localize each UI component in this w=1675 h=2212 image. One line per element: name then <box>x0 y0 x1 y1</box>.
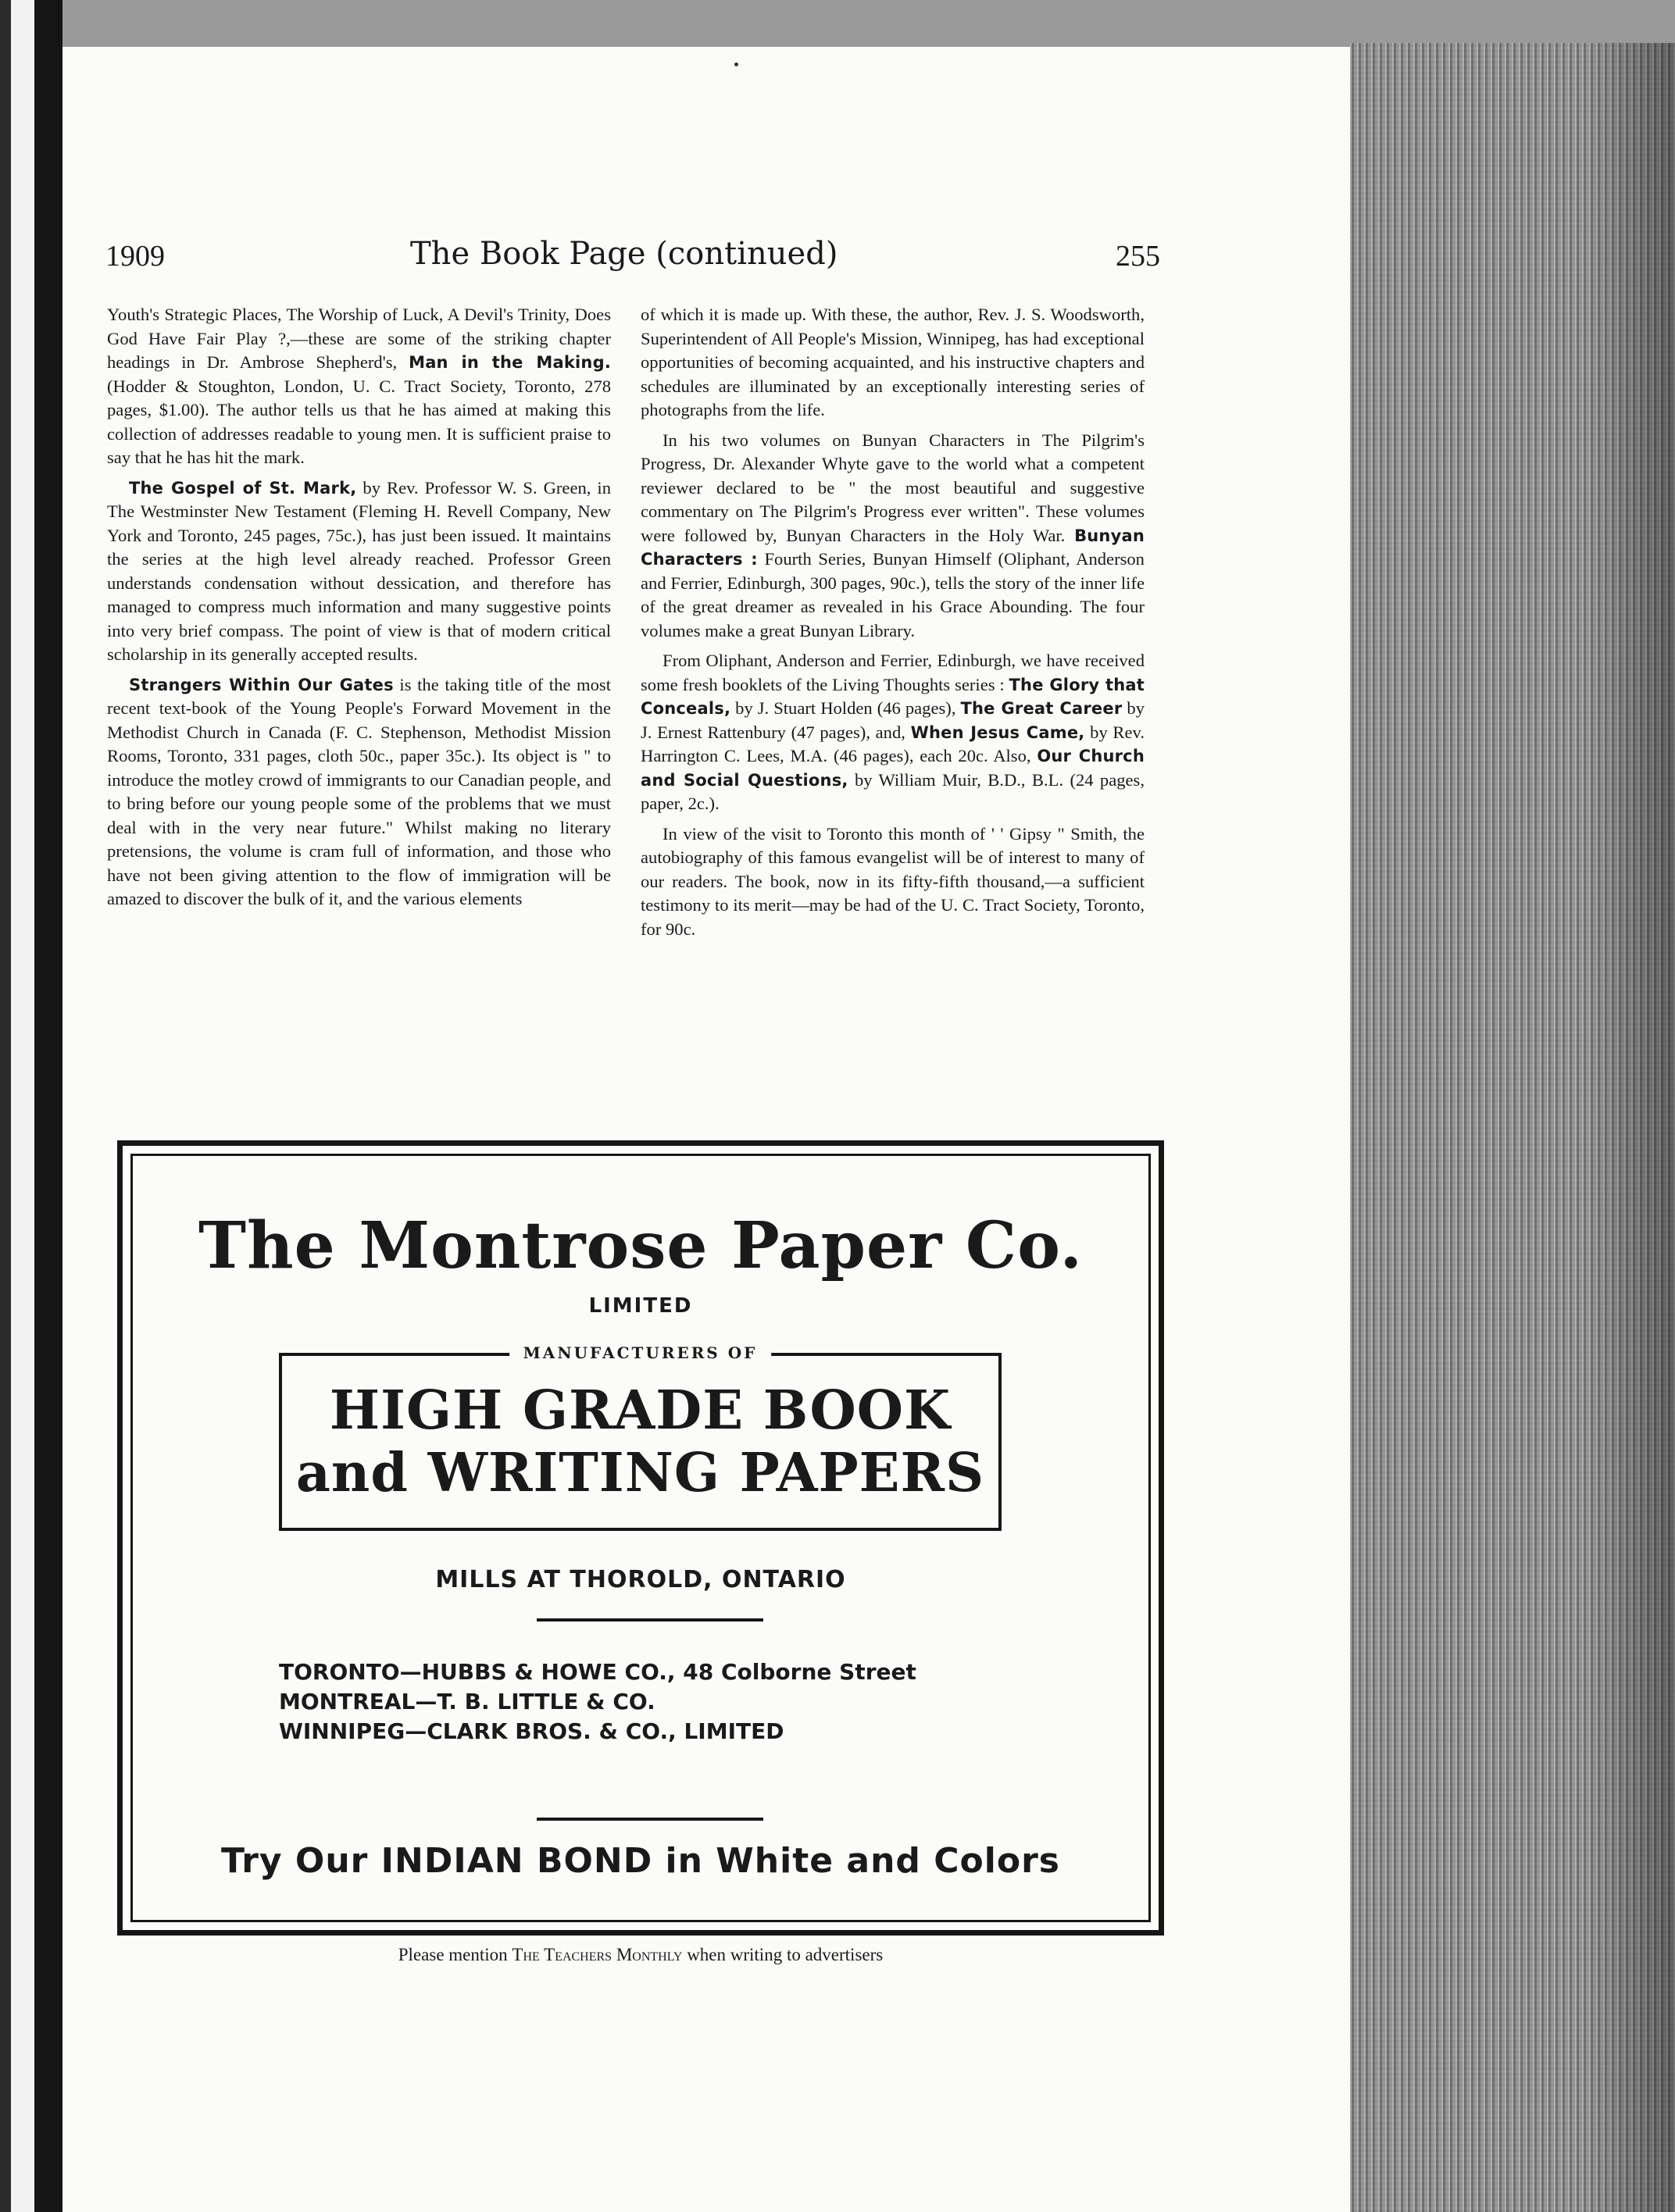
advertiser-note <box>0 1945 1281 1965</box>
page-stack-shadow <box>1586 43 1675 2212</box>
page-number: 255 <box>1116 240 1160 273</box>
ad-divider <box>537 1818 763 1821</box>
review-gospel-of-st-mark <box>107 476 611 667</box>
ad-agent-winnipeg: WINNIPEG—CLARK BROS. & CO., LIMITED <box>279 1718 784 1744</box>
left-column <box>107 303 611 912</box>
book-title: When Jesus Came, <box>910 722 1085 742</box>
paragraph-text: by J. Ernest Rattenbury (47 pages), and, <box>641 698 1145 742</box>
review-gipsy-smith <box>641 822 1145 942</box>
book-title: Bunyan Characters : <box>641 526 1145 569</box>
paragraph-text: Fourth Series, Bunyan Himself (Oliphant, Anderson and Ferrier, Edinburgh, 300 pages, 90c.), tells the story of the inner life of the great dreamer as revealed in his Grace Abounding. The four volumes make a great Bunyan Library. <box>641 549 1145 640</box>
ad-company-name: The Montrose Paper Co. <box>198 1208 1083 1283</box>
ad-tagline: Try Our INDIAN BOND in White and Colors <box>221 1841 1060 1881</box>
ad-product-box <box>279 1343 1002 1531</box>
ad-divider <box>537 1618 763 1622</box>
paragraph-text: by J. Stuart Holden (46 pages), <box>730 698 961 718</box>
review-strangers-within-our-gates <box>107 673 611 912</box>
book-title: Strangers Within Our Gates <box>129 675 394 694</box>
book-title: Man in the Making. <box>409 353 611 372</box>
right-column <box>641 303 1145 941</box>
review-living-thoughts <box>641 649 1145 816</box>
paragraph-text: Youth's Strategic Places, The Worship of Luck, A Devil's Trinity, Does God Have Fair Play ?,—these are some of the striking chapter headings in Dr. Ambrose Shepherd's, <box>107 305 611 372</box>
montrose-paper-advertisement <box>117 1140 1164 1936</box>
ad-manufacturers-label: MANUFACTURERS OF <box>509 1343 772 1362</box>
paragraph-text: of which it is made up. With these, the author, Rev. J. S. Woodsworth, Superintendent of All People's Mission, Winnipeg, has had exceptional opportunities of becoming acquainted, and his instructive chapters and schedules are illuminated by an exceptionally interesting series of photographs from the life. <box>641 305 1145 419</box>
ad-agent-toronto: TORONTO—HUBBS & HOWE CO., 48 Colborne Street <box>279 1659 916 1685</box>
ad-mills-location: MILLS AT THOROLD, ONTARIO <box>435 1566 846 1593</box>
header-title: The Book Page (continued) <box>410 236 838 272</box>
paragraph-text: by William Muir, B.D., B.L. (24 pages, paper, 2c.). <box>641 769 1145 813</box>
previous-page-edge <box>0 0 62 2212</box>
paragraph-text: In view of the visit to Toronto this month of ' ' Gipsy " Smith, the autobiography of this famous evangelist will be of interest to many of our readers. The book, now in its fifty-fifth thousand,—a sufficient testimony to its merit—may be had of the U. C. Tract Society, Toronto, for 90c. <box>641 823 1145 939</box>
magazine-name: The Teachers Monthly <box>512 1945 683 1964</box>
book-title: The Glory that Conceals, <box>641 675 1145 718</box>
ad-limited: LIMITED <box>588 1294 693 1318</box>
review-man-in-the-making <box>107 303 611 470</box>
book-title: The Great Career <box>960 699 1123 718</box>
footer-text: Please mention <box>398 1945 512 1964</box>
ad-agents-list <box>279 1657 916 1746</box>
paragraph-text: In his two volumes on Bunyan Characters in The Pilgrim's Progress, Dr. Alexander Whyte gave to the world what a competent reviewer declared to be " the most beautiful and suggestive commentary on The Pilgrim's Progress ever written". These volumes were followed by, Bunyan Characters in the Holy War. <box>641 430 1145 545</box>
paragraph-text: by Rev. Harrington C. Lees, M.A. (46 pages), each 20c. Also, <box>641 722 1145 765</box>
book-title: The Gospel of St. Mark, <box>129 478 357 498</box>
paragraph-text: (Hodder & Stoughton, London, U. C. Tract Society, Toronto, 278 pages, $1.00). The author tells us that he has aimed at making this collection of addresses readable to young men. It is sufficient praise to say that he has hit the mark. <box>107 376 611 467</box>
footer-text: when writing to advertisers <box>682 1945 884 1964</box>
ad-agent-montreal: MONTREAL—T. B. LITTLE & CO. <box>279 1689 655 1714</box>
review-continuation <box>641 303 1145 423</box>
paragraph-text: From Oliphant, Anderson and Ferrier, Edinburgh, we have received some fresh booklets of the Living Thoughts series : <box>641 651 1145 694</box>
review-bunyan-characters <box>641 429 1145 644</box>
ad-product-line-1: HIGH GRADE BOOK <box>329 1379 952 1442</box>
running-head <box>105 236 1160 278</box>
print-speck <box>734 62 738 66</box>
paragraph-text: is the taking title of the most recent text-book of the Young People's Forward Movement in the Methodist Church in Canada (F. C. Stephenson, Methodist Mission Rooms, Toronto, 331 pages, cloth 50c., paper 35c.). Its object is " to introduce the motley crowd of immigrants to our Canadian people, and to bring before our young people some of the problems that we must deal with in the very near future." Whilst making no literary pretensions, the volume is cram full of information, and those who have not been giving attention to the flow of immigration will be amazed to discover the bulk of it, and the various elements <box>107 674 611 908</box>
ad-product-line-2: and WRITING PAPERS <box>295 1442 985 1504</box>
book-title: Our Church and Social Questions, <box>641 747 1145 790</box>
paragraph-text: by Rev. Professor W. S. Green, in The Westminster New Testament (Fleming H. Revell Company, New York and Toronto, 245 pages, 75c.), has just been issued. It maintains the series at the high level already reached. Professor Green understands condensation without dessication, and therefore has managed to compress much information and many suggestive points into very brief compass. The point of view is that of modern critical scholarship in its generally accepted results. <box>107 477 611 664</box>
header-year: 1909 <box>105 240 165 273</box>
